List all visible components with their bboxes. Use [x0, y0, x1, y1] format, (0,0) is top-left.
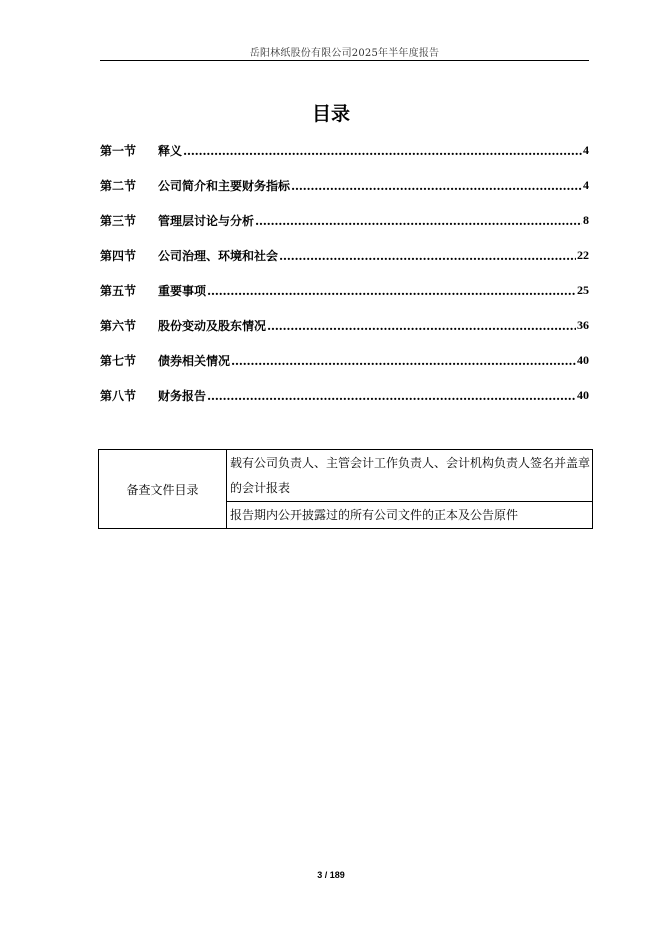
- toc-page-number: 36: [577, 318, 589, 332]
- toc-page-number: 25: [577, 283, 589, 297]
- toc-entry[interactable]: [100, 203, 589, 238]
- toc-leader-dots: [207, 284, 576, 298]
- toc-entry[interactable]: [100, 378, 589, 413]
- toc-section-number: 第八节: [100, 389, 137, 403]
- toc-section-name: 公司简介和主要财务指标: [158, 179, 291, 193]
- toc-page-number: 8: [583, 213, 589, 227]
- toc-leader-dots: [183, 144, 582, 158]
- toc-entry[interactable]: [100, 343, 589, 378]
- toc-entry[interactable]: [100, 308, 589, 343]
- reference-docs-table: [98, 449, 593, 529]
- toc-entry[interactable]: [100, 133, 589, 168]
- toc-section-number: 第七节: [100, 354, 137, 368]
- toc-section-number: 第五节: [100, 284, 137, 298]
- reference-docs-label: 备查文件目录: [99, 450, 227, 529]
- toc-leader-dots: [267, 319, 576, 333]
- toc-entry[interactable]: [100, 238, 589, 273]
- toc-leader-dots: [231, 354, 576, 368]
- toc-page-number: 4: [583, 178, 589, 192]
- page-indicator: 3 / 189: [317, 870, 345, 880]
- toc-title: 目录: [311, 103, 350, 125]
- toc-section-number: 第四节: [100, 249, 137, 263]
- toc-page-number: 40: [577, 353, 589, 367]
- reference-doc-item: 报告期内公开披露过的所有公司文件的正本及公告原件: [227, 502, 593, 529]
- toc-section-number: 第六节: [100, 319, 137, 333]
- toc-entry[interactable]: [100, 168, 589, 203]
- toc-section-number: 第二节: [100, 179, 137, 193]
- toc-leader-dots: [279, 249, 576, 263]
- toc-list: [100, 133, 589, 413]
- toc-page-number: 22: [577, 248, 589, 262]
- toc-section-name: 财务报告: [158, 389, 207, 403]
- toc-page-number: 4: [583, 143, 589, 157]
- toc-leader-dots: [255, 214, 582, 228]
- report-header: 岳阳林纸股份有限公司2025年半年度报告: [249, 48, 440, 59]
- toc-section-name: 重要事项: [158, 284, 207, 298]
- toc-page-number: 40: [577, 388, 589, 402]
- toc-section-number: 第一节: [100, 144, 137, 158]
- toc-section-name: 股份变动及股东情况: [158, 319, 267, 333]
- toc-section-name: 公司治理、环境和社会: [158, 249, 279, 263]
- toc-leader-dots: [207, 389, 576, 403]
- toc-section-number: 第三节: [100, 214, 137, 228]
- toc-section-name: 释义: [158, 144, 183, 158]
- header-divider: [100, 60, 589, 61]
- toc-entry[interactable]: [100, 273, 589, 308]
- toc-section-name: 债券相关情况: [158, 354, 231, 368]
- reference-doc-item: 载有公司负责人、主管会计工作负责人、会计机构负责人签名并盖章的会计报表: [227, 450, 593, 502]
- toc-section-name: 管理层讨论与分析: [158, 214, 255, 228]
- toc-leader-dots: [291, 179, 582, 193]
